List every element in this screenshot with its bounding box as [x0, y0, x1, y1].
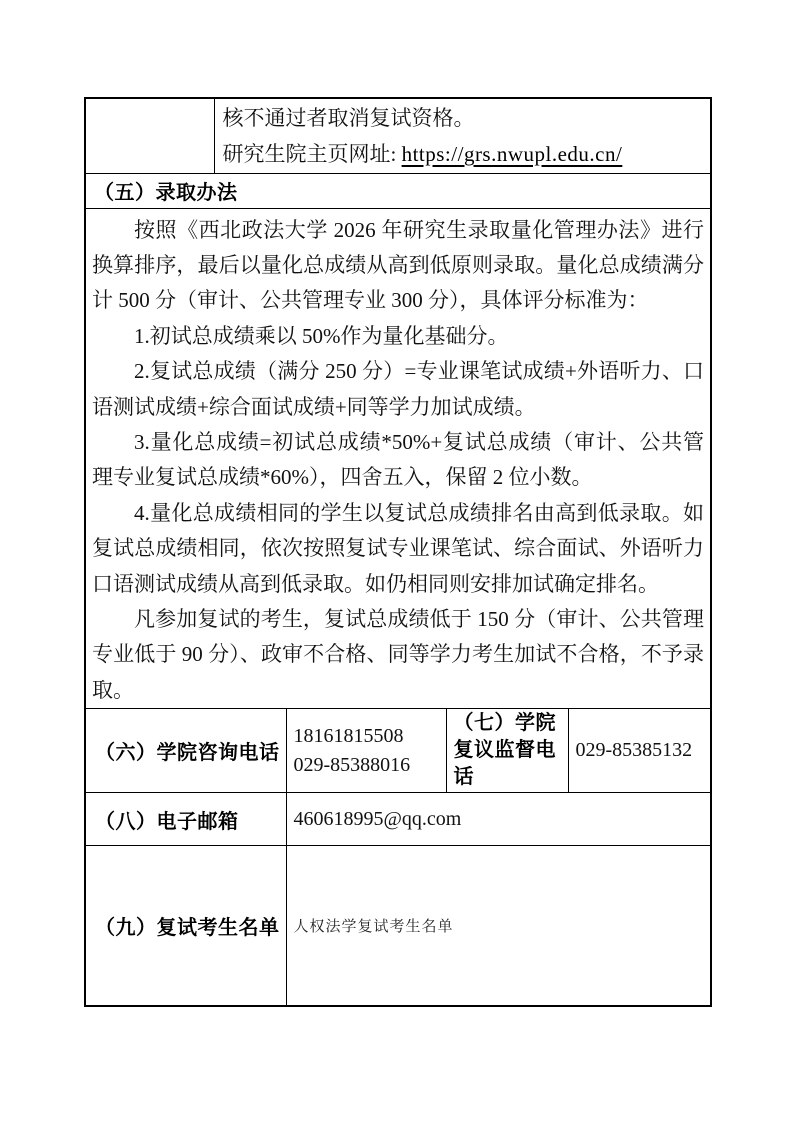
consult-phone-2: 029-85388016	[293, 753, 411, 776]
admission-rule-paragraph-2: 2.复试总成绩（满分 250 分）=专业课笔试成绩+外语听力、口语测试成绩+综合面试成绩+同等学力加试成绩。	[92, 359, 705, 419]
cell-continuation-empty	[85, 98, 214, 173]
grad-school-homepage-line	[223, 136, 707, 172]
table-row-continuation	[85, 98, 711, 173]
table-row-email	[85, 793, 711, 846]
admission-rule-paragraph-4: 4.量化总成绩相同的学生以复试总成绩排名由高到低录取。如复试总成绩相同，依次按照复试专业课笔试、综合面试、外语听力口语测试成绩从高到低录取。如仍相同则安排加试确定排名。	[92, 500, 705, 596]
cell-admission-rules	[85, 208, 711, 709]
cell-roster-label: （九）复试考生名单	[85, 846, 286, 1006]
cell-consult-phone-values	[286, 709, 446, 793]
cell-supervise-phone-value: 029-85385132	[568, 709, 711, 793]
admission-rule-paragraph-intro: 按照《西北政法大学 2026 年研究生录取量化管理办法》进行换算排序，最后以量化总成绩从高到低原则录取。量化总成绩满分计 500 分（审计、公共管理专业 300 分），具体评分标准为：	[92, 217, 705, 313]
admission-rule-paragraph-reject: 凡参加复试的考生，复试总成绩低于 150 分（审计、公共管理专业低于 90 分）、政审不合格、同等学力考生加试不合格，不予录取。	[92, 606, 705, 702]
continuation-note-line: 核不通过者取消复试资格。	[222, 105, 475, 130]
cell-continuation-note	[214, 98, 711, 173]
admission-rule-paragraph-1: 1.初试总成绩乘以 50%作为量化基础分。	[134, 323, 509, 348]
table-row-section5-title	[85, 173, 711, 208]
admission-info-table	[84, 97, 712, 1007]
cell-roster-value: 人权法学复试考生名单	[286, 846, 711, 1006]
admission-rule-paragraph-3: 3.量化总成绩=初试总成绩*50%+复试总成绩（审计、公共管理专业复试总成绩*60%），四舍五入，保留 2 位小数。	[92, 429, 705, 490]
cell-supervise-phone-label: （七）学院复议监督电话	[446, 709, 568, 793]
homepage-label: 研究生院主页网址:	[222, 141, 402, 166]
cell-section5-title: （五）录取办法	[85, 173, 711, 208]
table-row-phones	[85, 709, 711, 793]
grad-school-url-link[interactable]: https://grs.nwupl.edu.cn/	[401, 141, 623, 166]
cell-consult-phone-label: （六）学院咨询电话	[85, 709, 286, 793]
cell-email-value: 460618995@qq.com	[286, 793, 711, 846]
table-row-roster	[85, 846, 711, 1006]
consult-phone-1: 18161815508	[293, 724, 404, 747]
table-row-section5-body	[85, 208, 711, 709]
cell-email-label: （八）电子邮箱	[85, 793, 286, 846]
